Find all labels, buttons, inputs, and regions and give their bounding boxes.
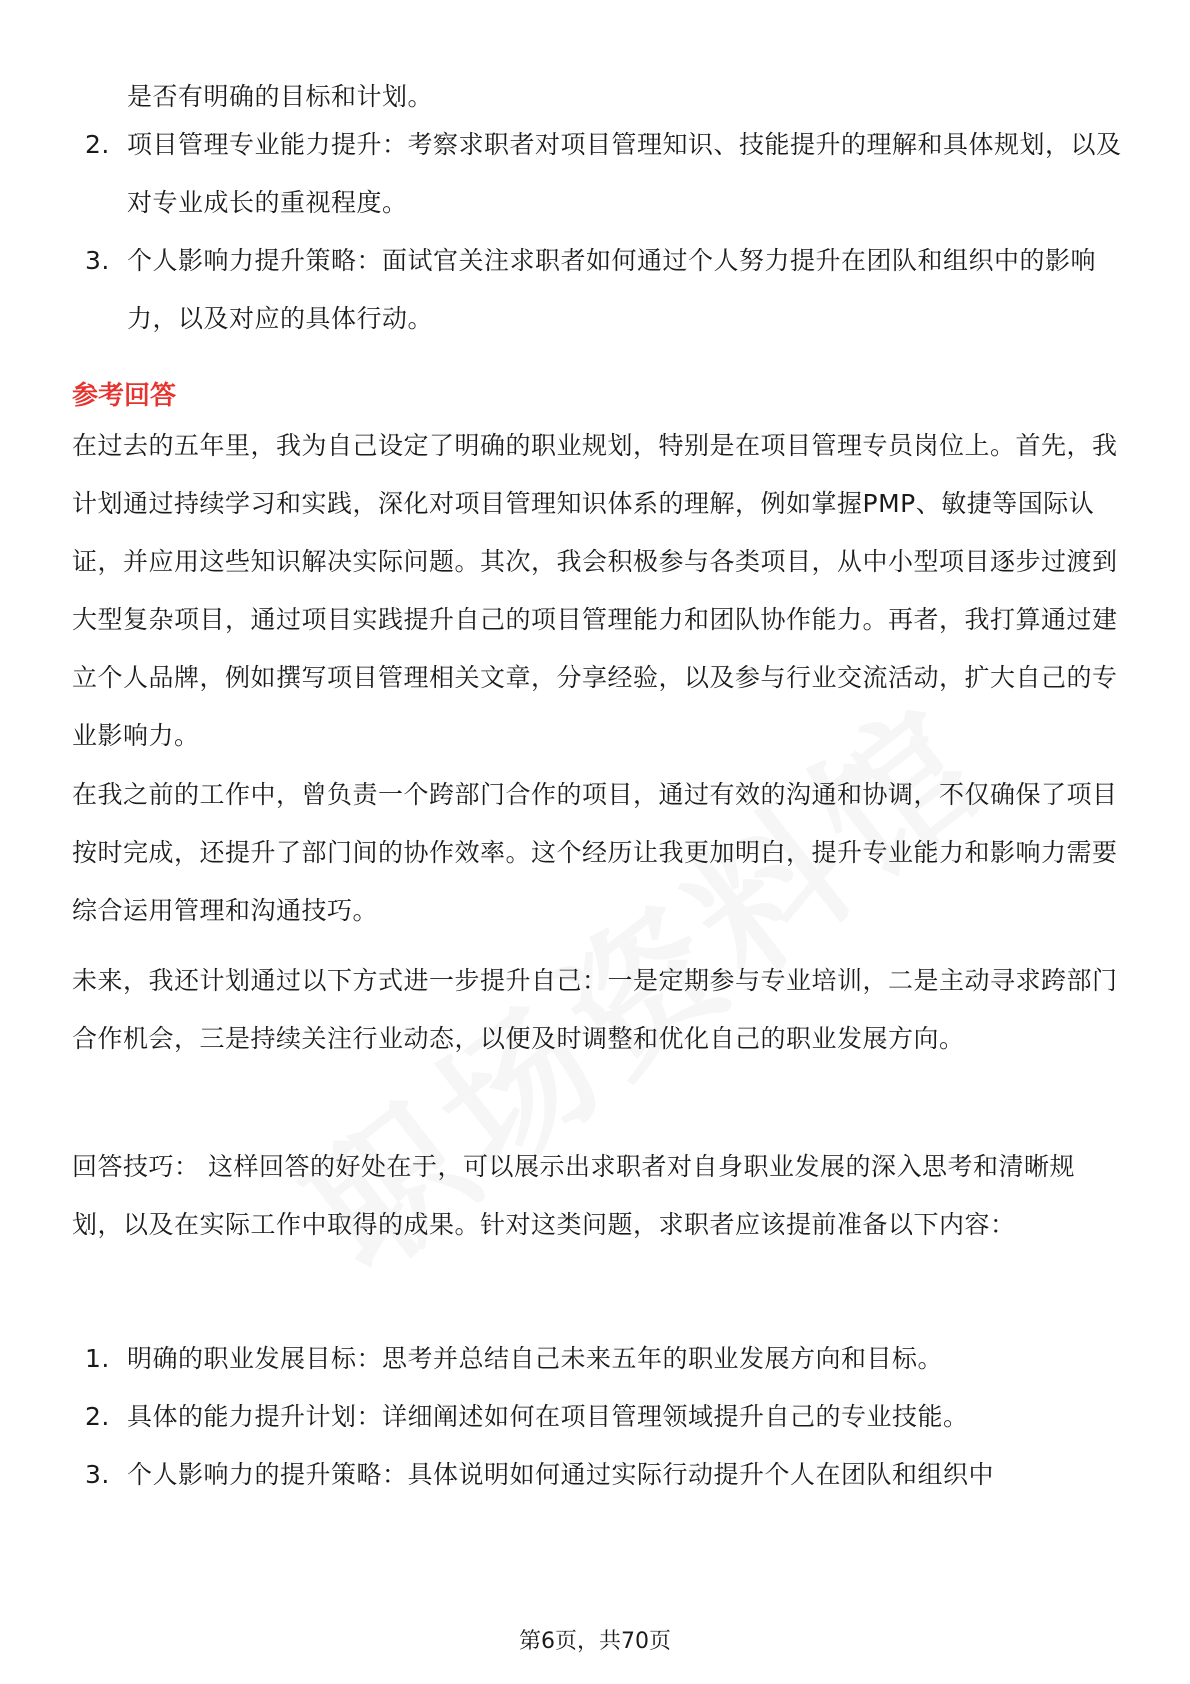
list-item-number: 2. [85,130,110,159]
top-numbered-list [0,116,1190,348]
list-item-text: 个人影响力提升策略：面试官关注求职者如何通过个人努力提升在团队和组织中的影响力，以及对应的具体行动。 [127,246,1097,333]
answer-paragraph: 未来，我还计划通过以下方式进一步提升自己：一是定期参与专业培训，二是主动寻求跨部门合作机会，三是持续关注行业动态，以便及时调整和优化自己的职业发展方向。 [72,966,1118,1053]
section-heading: 参考回答 [72,381,177,411]
list-item-text: 明确的职业发展目标：思考并总结自己未来五年的职业发展方向和目标。 [127,1344,944,1373]
list-item-number: 2. [85,1402,110,1431]
list-item [0,116,1127,232]
bottom-numbered-list [0,1330,1190,1504]
list-item-text: 个人影响力的提升策略：具体说明如何通过实际行动提升个人在团队和组织中 [127,1460,995,1489]
list-item [0,1446,1127,1504]
page-footer: 第6页，共70页 [519,1629,671,1654]
list-item [0,232,1127,348]
list-continuation-text: 是否有明确的目标和计划。 [127,82,434,111]
list-item-text: 项目管理专业能力提升：考察求职者对项目管理知识、技能提升的理解和具体规划，以及对专业成长的重视程度。 [127,130,1122,217]
answer-paragraph: 在我之前的工作中，曾负责一个跨部门合作的项目，通过有效的沟通和协调，不仅确保了项目按时完成，还提升了部门间的协作效率。这个经历让我更加明白，提升专业能力和影响力需要综合运用管理和沟通技巧。 [72,780,1118,925]
list-item-number: 3. [85,1460,110,1489]
list-item-number: 1. [85,1344,110,1373]
answer-paragraph: 在过去的五年里，我为自己设定了明确的职业规划，特别是在项目管理专员岗位上。首先，我计划通过持续学习和实践，深化对项目管理知识体系的理解，例如掌握PMP、敏捷等国际认证，并应用这些知识解决实际问题。其次，我会积极参与各类项目，从中小型项目逐步过渡到大型复杂项目，通过项目实践提升自己的项目管理能力和团队协作能力。再者，我打算通过建立个人品牌，例如撰写项目管理相关文章，分享经验，以及参与行业交流活动，扩大自己的专业影响力。 [72,431,1118,750]
list-item [0,1388,1127,1446]
tips-paragraph: 回答技巧： 这样回答的好处在于，可以展示出求职者对自身职业发展的深入思考和清晰规划，以及在实际工作中取得的成果。针对这类问题，求职者应该提前准备以下内容： [72,1152,1075,1239]
list-item [0,1330,1127,1388]
list-item-number: 3. [85,246,110,275]
list-item-text: 具体的能力提升计划：详细阐述如何在项目管理领域提升自己的专业技能。 [127,1402,969,1431]
